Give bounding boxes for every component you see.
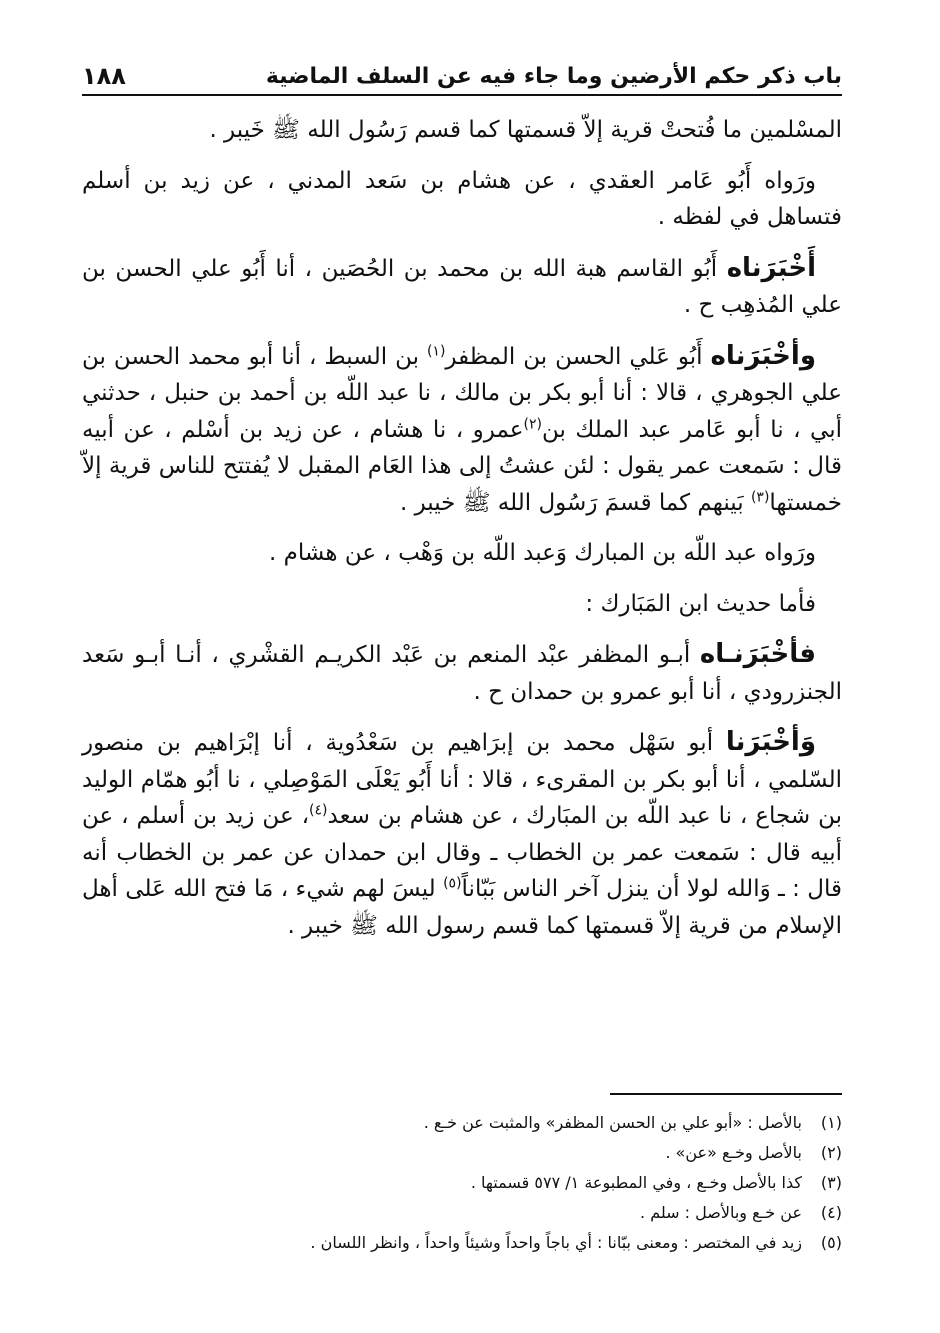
page-number: ١٨٨ [82,62,126,90]
footnote-number: (١) [820,1113,842,1132]
running-title: باب ذكر حكم الأرضين وما جاء فيه عن السلف الماضية [265,63,842,89]
footnote-ref[interactable]: (٤) [309,802,328,819]
paragraph-5: ورَواه عبد اللّه بن المبارك وَعبد اللّه بن وَهْب ، عن هشام . [269,540,816,566]
footnote-item [82,1138,842,1168]
footnote-number: (٣) [820,1173,842,1192]
footnote-ref[interactable]: (٣) [750,488,770,505]
paragraph-6: فأما حديث ابن المَبَارك : [585,590,816,617]
footnote-text: عن خـع وبالأصل : سلم . [640,1203,802,1222]
paragraph-lead: أَخْبَرَناه [726,252,816,283]
page-header [82,58,842,96]
paragraph-3: أَخْبَرَناه أَبُو القاسم هبة الله بن محمد بن الحُصَين ، أنا أَبُو علي الحسن بن علي المُذهِب ح . [82,252,842,318]
main-text [82,112,842,958]
footnote-text: زيد في المختصر : ومعنى ببّانا : أي باجاً واحداً وشيئاً واحداً ، وانظر اللسان . [310,1233,802,1252]
paragraph-lead: وَأخْبَرَنا [725,727,816,757]
paragraph-lead: وأخْبَرَناه [710,340,816,371]
footnote-ref[interactable]: (٢) [523,415,542,432]
footnote-ref[interactable]: (١) [426,342,446,359]
footnote-text: بالأصل وخـع «عن» . [665,1143,802,1162]
paragraph-7: فأخْبَرَنـاه أبـو المظفر عبْد المنعم بن عَبْد الكريـم القشْري ، أنـا أبـو سَعد الجنزرودي ، أنا أبو عمرو بن حمدان ح . [82,639,842,705]
footnote-item [82,1108,842,1138]
footnote-number: (٢) [820,1143,842,1162]
footnote-item [82,1168,842,1198]
footnote-number: (٤) [820,1203,842,1222]
paragraph-4: وأخْبَرَناه أَبُو عَلي الحسن بن المظفر$^{(١)}$ بن السبط ، أنا أبو محمد الحسن بن علي الجوهري ، قالا : أنا أبو بكر بن مالك ، نا عبد اللّه بن أحمد بن حنبل ، حدثني أبي ، نا أبو عَامر عبد الملك بن$^{(٢)}$عمرو ، نا هشام ، عن زيد بن أسْلم ، عن أبيه قال : سَمعت عمر يقول : لئن عشتُ إلى هذا العَام المقبل لا يُفتتح للناس قرية إلاّ خمستها$^{(٣)}$ بَينهم كما قسمَ رَسُول الله ﷺ خيبر . [82,340,842,516]
paragraph-lead: فأخْبَرَنـاه [699,639,816,669]
paragraph-8: وَأخْبَرَنا أبو سَهْل محمد بن إبرَاهيم بن سَعْدُوية ، أنا إبْرَاهيم بن منصور السّلمي ، أنا أبو بكر بن المقرىء ، قالا : أنا أَبُو يَعْلَى المَوْصِلي ، نا أبُو همّام الوليد بن شجاع ، نا عبد اللّه بن المبَارك ، عن هشام بن سعد$^{(٤)}$، عن زيد بن أسلم ، عن أبيه قال : سَمعت عمر بن الخطاب ـ وقال ابن حمدان عن عمر بن الخطاب أنه قال : ـ وَالله لولا أن ينزل آخر الناس بَبّاناً$^{(٥)}$ ليسَ لهم شيء ، مَا فتح الله عَلى أهل الإسلام من قرية إلاّ قسمتها كما قسم رسول الله ﷺ خيبر . [82,727,842,939]
footnote-divider [610,1093,842,1095]
footnote-ref[interactable]: (٥) [443,875,462,892]
footnote-item [82,1228,842,1258]
paragraph-1: المسْلمين ما فُتحتْ قرية إلاّ قسمتها كما قسم رَسُول الله ﷺ خَيبر . [209,117,842,143]
footnote-text: كذا بالأصل وخـع ، وفي المطبوعة ١/ ٥٧٧ قسمتها . [470,1173,802,1192]
footnote-text: بالأصل : «أبو علي بن الحسن المظفر» والمثبت عن خـع . [423,1113,802,1132]
footnotes [82,1108,842,1258]
footnote-number: (٥) [820,1233,842,1252]
paragraph-2: ورَواه أَبُو عَامر العقدي ، عن هشام بن سَعد المدني ، عن زيد بن أسلم فتساهل في لفظه . [82,167,842,230]
footnote-item [82,1198,842,1228]
